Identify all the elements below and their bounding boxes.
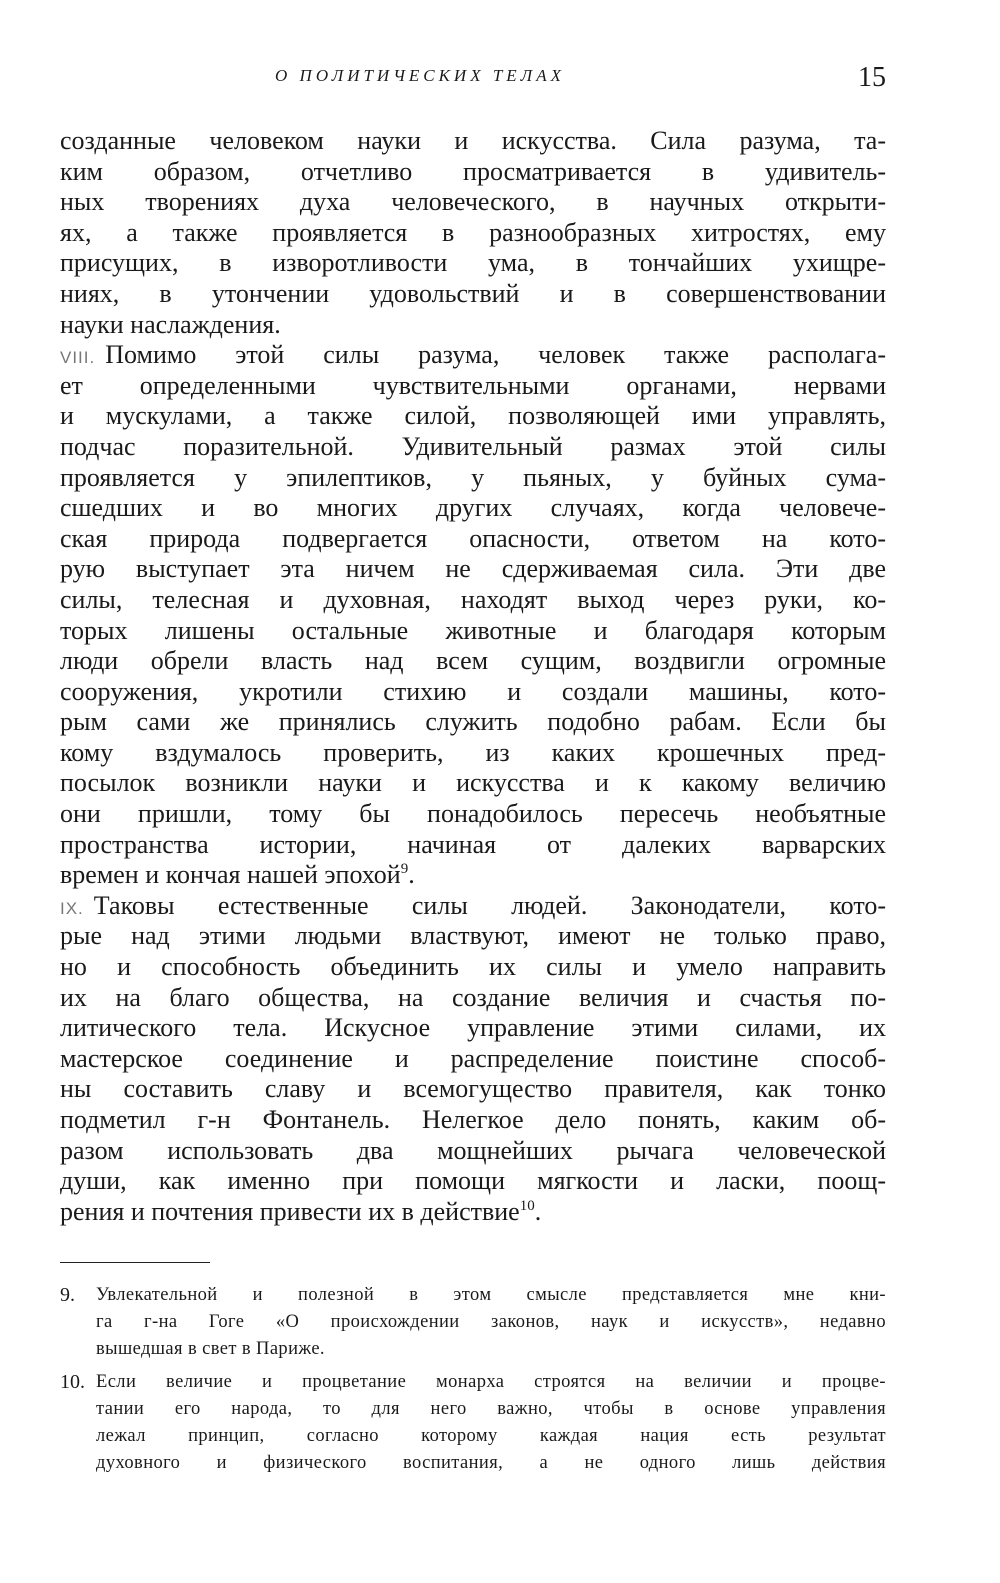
text-line: посылок возникли науки и искусства и к какому величию bbox=[60, 768, 886, 798]
footnote-body bbox=[96, 1282, 886, 1363]
text-line: силы, телесная и духовная, находят выход через руки, ко- bbox=[60, 584, 886, 614]
text-line: души, как именно при помощи мягкости и ласки, поощ- bbox=[60, 1166, 886, 1196]
text-line: ская природа подвергается опасности, ответом на кото- bbox=[60, 523, 886, 553]
text-line: подметил г-н Фонтанель. Нелегкое дело понять, каким об- bbox=[60, 1105, 886, 1134]
footnote-body bbox=[96, 1369, 886, 1477]
text-line: и мускулами, а также силой, позволяющей ими управлять, bbox=[60, 401, 886, 431]
text-line: ны составить славу и всемогущество правителя, как тонко bbox=[60, 1074, 886, 1104]
text-line: рую выступает эта ничем не сдерживаемая сила. Эти две bbox=[60, 554, 886, 584]
main-text bbox=[60, 126, 886, 1227]
text-line: торых лишены остальные животные и благодаря которым bbox=[60, 615, 886, 645]
footnote-line: Если величие и процветание монарха строятся на величии и процве- bbox=[96, 1372, 886, 1392]
footnote-line: духовного и физического воспитания, а не одного лишь действия bbox=[96, 1453, 886, 1473]
section-number-ix: IX. bbox=[60, 898, 84, 918]
text-line: проявляется у эпилептиков, у пьяных, у буйных сума- bbox=[60, 462, 886, 492]
text-line: ниях, в утончении удовольствий и в совершенствовании bbox=[60, 278, 886, 308]
text-line: кому вздумалось проверить, из каких крошечных пред- bbox=[60, 737, 886, 767]
sentence-end: . bbox=[534, 1196, 542, 1226]
text-line: времен и кончая нашей эпохой bbox=[60, 860, 401, 890]
text-line: ет определенными чувствительными органами, нервами bbox=[60, 370, 886, 400]
page-header bbox=[60, 60, 886, 100]
text-line: рения и почтения привести их в действие bbox=[60, 1196, 520, 1226]
footnote-line: Увлекательной и полезной в этом смысле представляется мне кни- bbox=[96, 1285, 886, 1305]
section-ix-first-line bbox=[60, 891, 886, 922]
section-number-viii: VIII. bbox=[60, 348, 96, 368]
footnote-9 bbox=[60, 1282, 886, 1363]
text-line: сооружения, укротили стихию и создали машины, кото- bbox=[60, 676, 886, 706]
text-line: люди обрели власть над всем сущим, воздвигли огромные bbox=[60, 646, 886, 676]
footnote-line: вышедшая в свет в Париже. bbox=[96, 1339, 325, 1359]
text-line-with-note-9 bbox=[60, 860, 886, 891]
text-line: науки наслаждения. bbox=[60, 309, 281, 339]
text-line: рые над этими людьми властвуют, имеют не только право, bbox=[60, 921, 886, 951]
text-line: они пришли, тому бы понадобилось пересечь необъятные bbox=[60, 799, 886, 829]
text-line: ким образом, отчетливо просматривается в удивитель- bbox=[60, 156, 886, 186]
text-line: ных творениях духа человеческого, в научных открыти- bbox=[60, 187, 886, 217]
footnote-line: лежал принцип, согласно которому каждая нация есть результат bbox=[96, 1426, 886, 1446]
text-line: но и способность объединить их силы и умело направить bbox=[60, 952, 886, 982]
footnote-line: тании его народа, то для него важно, чтобы в основе управления bbox=[96, 1399, 886, 1419]
footnotes bbox=[60, 1282, 886, 1483]
text-line: подчас поразительной. Удивительный размах этой силы bbox=[60, 431, 886, 461]
text-line: ях, а также проявляется в разнообразных хитростях, ему bbox=[60, 217, 886, 247]
text-line: сшедших и во многих других случаях, когда человече- bbox=[60, 493, 886, 523]
footnote-ref-10[interactable]: 10 bbox=[519, 1197, 535, 1214]
text-line: присущих, в изворотливости ума, в тончайших ухищре- bbox=[60, 248, 886, 278]
footnote-divider bbox=[60, 1262, 210, 1263]
text-line: пространства истории, начиная от далеких варварских bbox=[60, 829, 886, 859]
text-line: Помимо этой силы разума, человек также располага- bbox=[105, 340, 886, 370]
section-viii-first-line bbox=[60, 340, 886, 371]
text-line-with-note-10 bbox=[60, 1197, 886, 1228]
footnote-ref-9[interactable]: 9 bbox=[400, 861, 409, 878]
text-line: мастерское соединение и распределение поистине способ- bbox=[60, 1043, 886, 1073]
text-line: разом использовать два мощнейших рычага человеческой bbox=[60, 1135, 886, 1165]
text-line: литического тела. Искусное управление этими силами, их bbox=[60, 1013, 886, 1043]
footnote-number: 10. bbox=[60, 1371, 85, 1393]
running-title: О ПОЛИТИЧЕСКИХ ТЕЛАХ bbox=[275, 66, 565, 85]
footnote-10 bbox=[60, 1369, 886, 1477]
sentence-end: . bbox=[408, 860, 415, 890]
text-line: рым сами же принялись служить подобно рабам. Если бы bbox=[60, 707, 886, 737]
footnote-line: га г-на Гоге «О происхождении законов, наук и искусств», недавно bbox=[96, 1312, 886, 1332]
footnote-number: 9. bbox=[60, 1284, 75, 1306]
text-line: их на благо общества, на создание величия и счастья по- bbox=[60, 982, 886, 1012]
text-line: Таковы естественные силы людей. Законодатели, кото- bbox=[93, 890, 886, 920]
text-line: созданные человеком науки и искусства. Сила разума, та- bbox=[60, 126, 886, 155]
page-number: 15 bbox=[858, 62, 886, 93]
